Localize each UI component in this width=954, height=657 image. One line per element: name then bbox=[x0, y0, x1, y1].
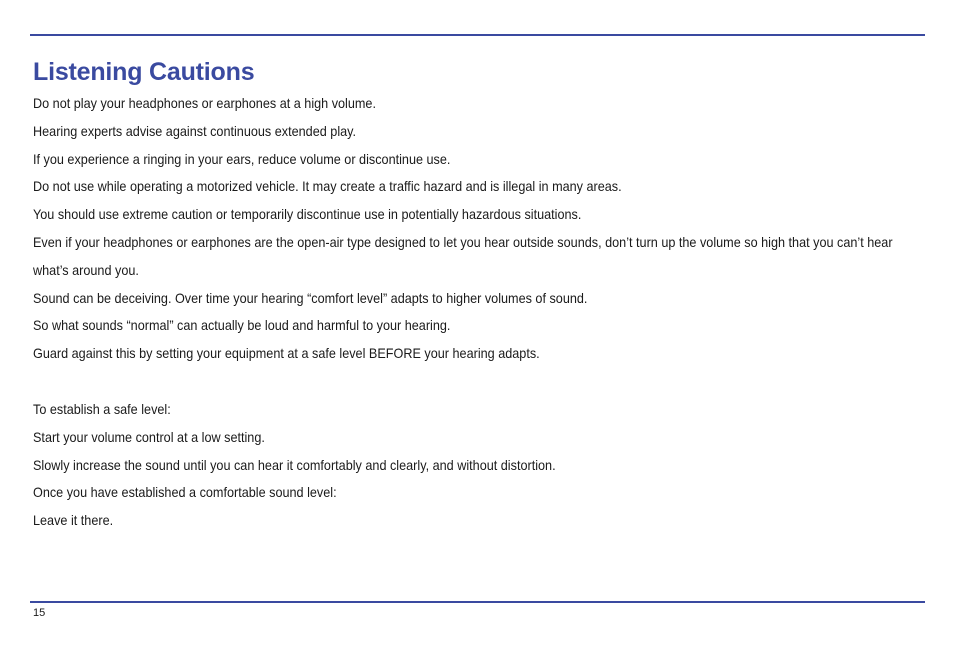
section-spacer bbox=[33, 368, 925, 396]
safe-level-heading: To establish a safe level: bbox=[33, 401, 171, 417]
caution-paragraph: Hearing experts advise against continuous extended play. bbox=[33, 123, 357, 139]
page-number: 15 bbox=[33, 607, 46, 619]
caution-paragraph: Do not use while operating a motorized vehicle. It may create a traffic hazard and is illegal in many areas. bbox=[33, 179, 622, 195]
caution-paragraph: Guard against this by setting your equipment at a safe level BEFORE your hearing adapts. bbox=[33, 346, 540, 362]
page-content bbox=[33, 90, 925, 535]
safe-level-step: Start your volume control at a low setting. bbox=[33, 429, 265, 445]
caution-paragraph: If you experience a ringing in your ears, reduce volume or discontinue use. bbox=[33, 151, 451, 167]
caution-paragraph: Do not play your headphones or earphones at a high volume. bbox=[33, 96, 376, 111]
page-title: Listening Cautions bbox=[33, 58, 255, 86]
caution-paragraph: So what sounds “normal” can actually be loud and harmful to your hearing. bbox=[33, 318, 451, 334]
caution-paragraph: Even if your headphones or earphones are the open-air type designed to let you hear outside sounds, don’t turn up the volume so high that you can’t hear what’s around you. bbox=[33, 234, 893, 278]
safe-level-step: Slowly increase the sound until you can hear it comfortably and clearly, and without distortion. bbox=[33, 457, 556, 473]
safe-level-step: Leave it there. bbox=[33, 513, 114, 529]
caution-paragraph: You should use extreme caution or temporarily discontinue use in potentially hazardous situations. bbox=[33, 207, 582, 223]
caution-paragraph: Sound can be deceiving. Over time your hearing “comfort level” adapts to higher volumes of sound. bbox=[33, 290, 588, 306]
safe-level-step: Once you have established a comfortable sound level: bbox=[33, 485, 337, 501]
bottom-divider bbox=[30, 601, 925, 603]
top-divider bbox=[30, 34, 925, 36]
